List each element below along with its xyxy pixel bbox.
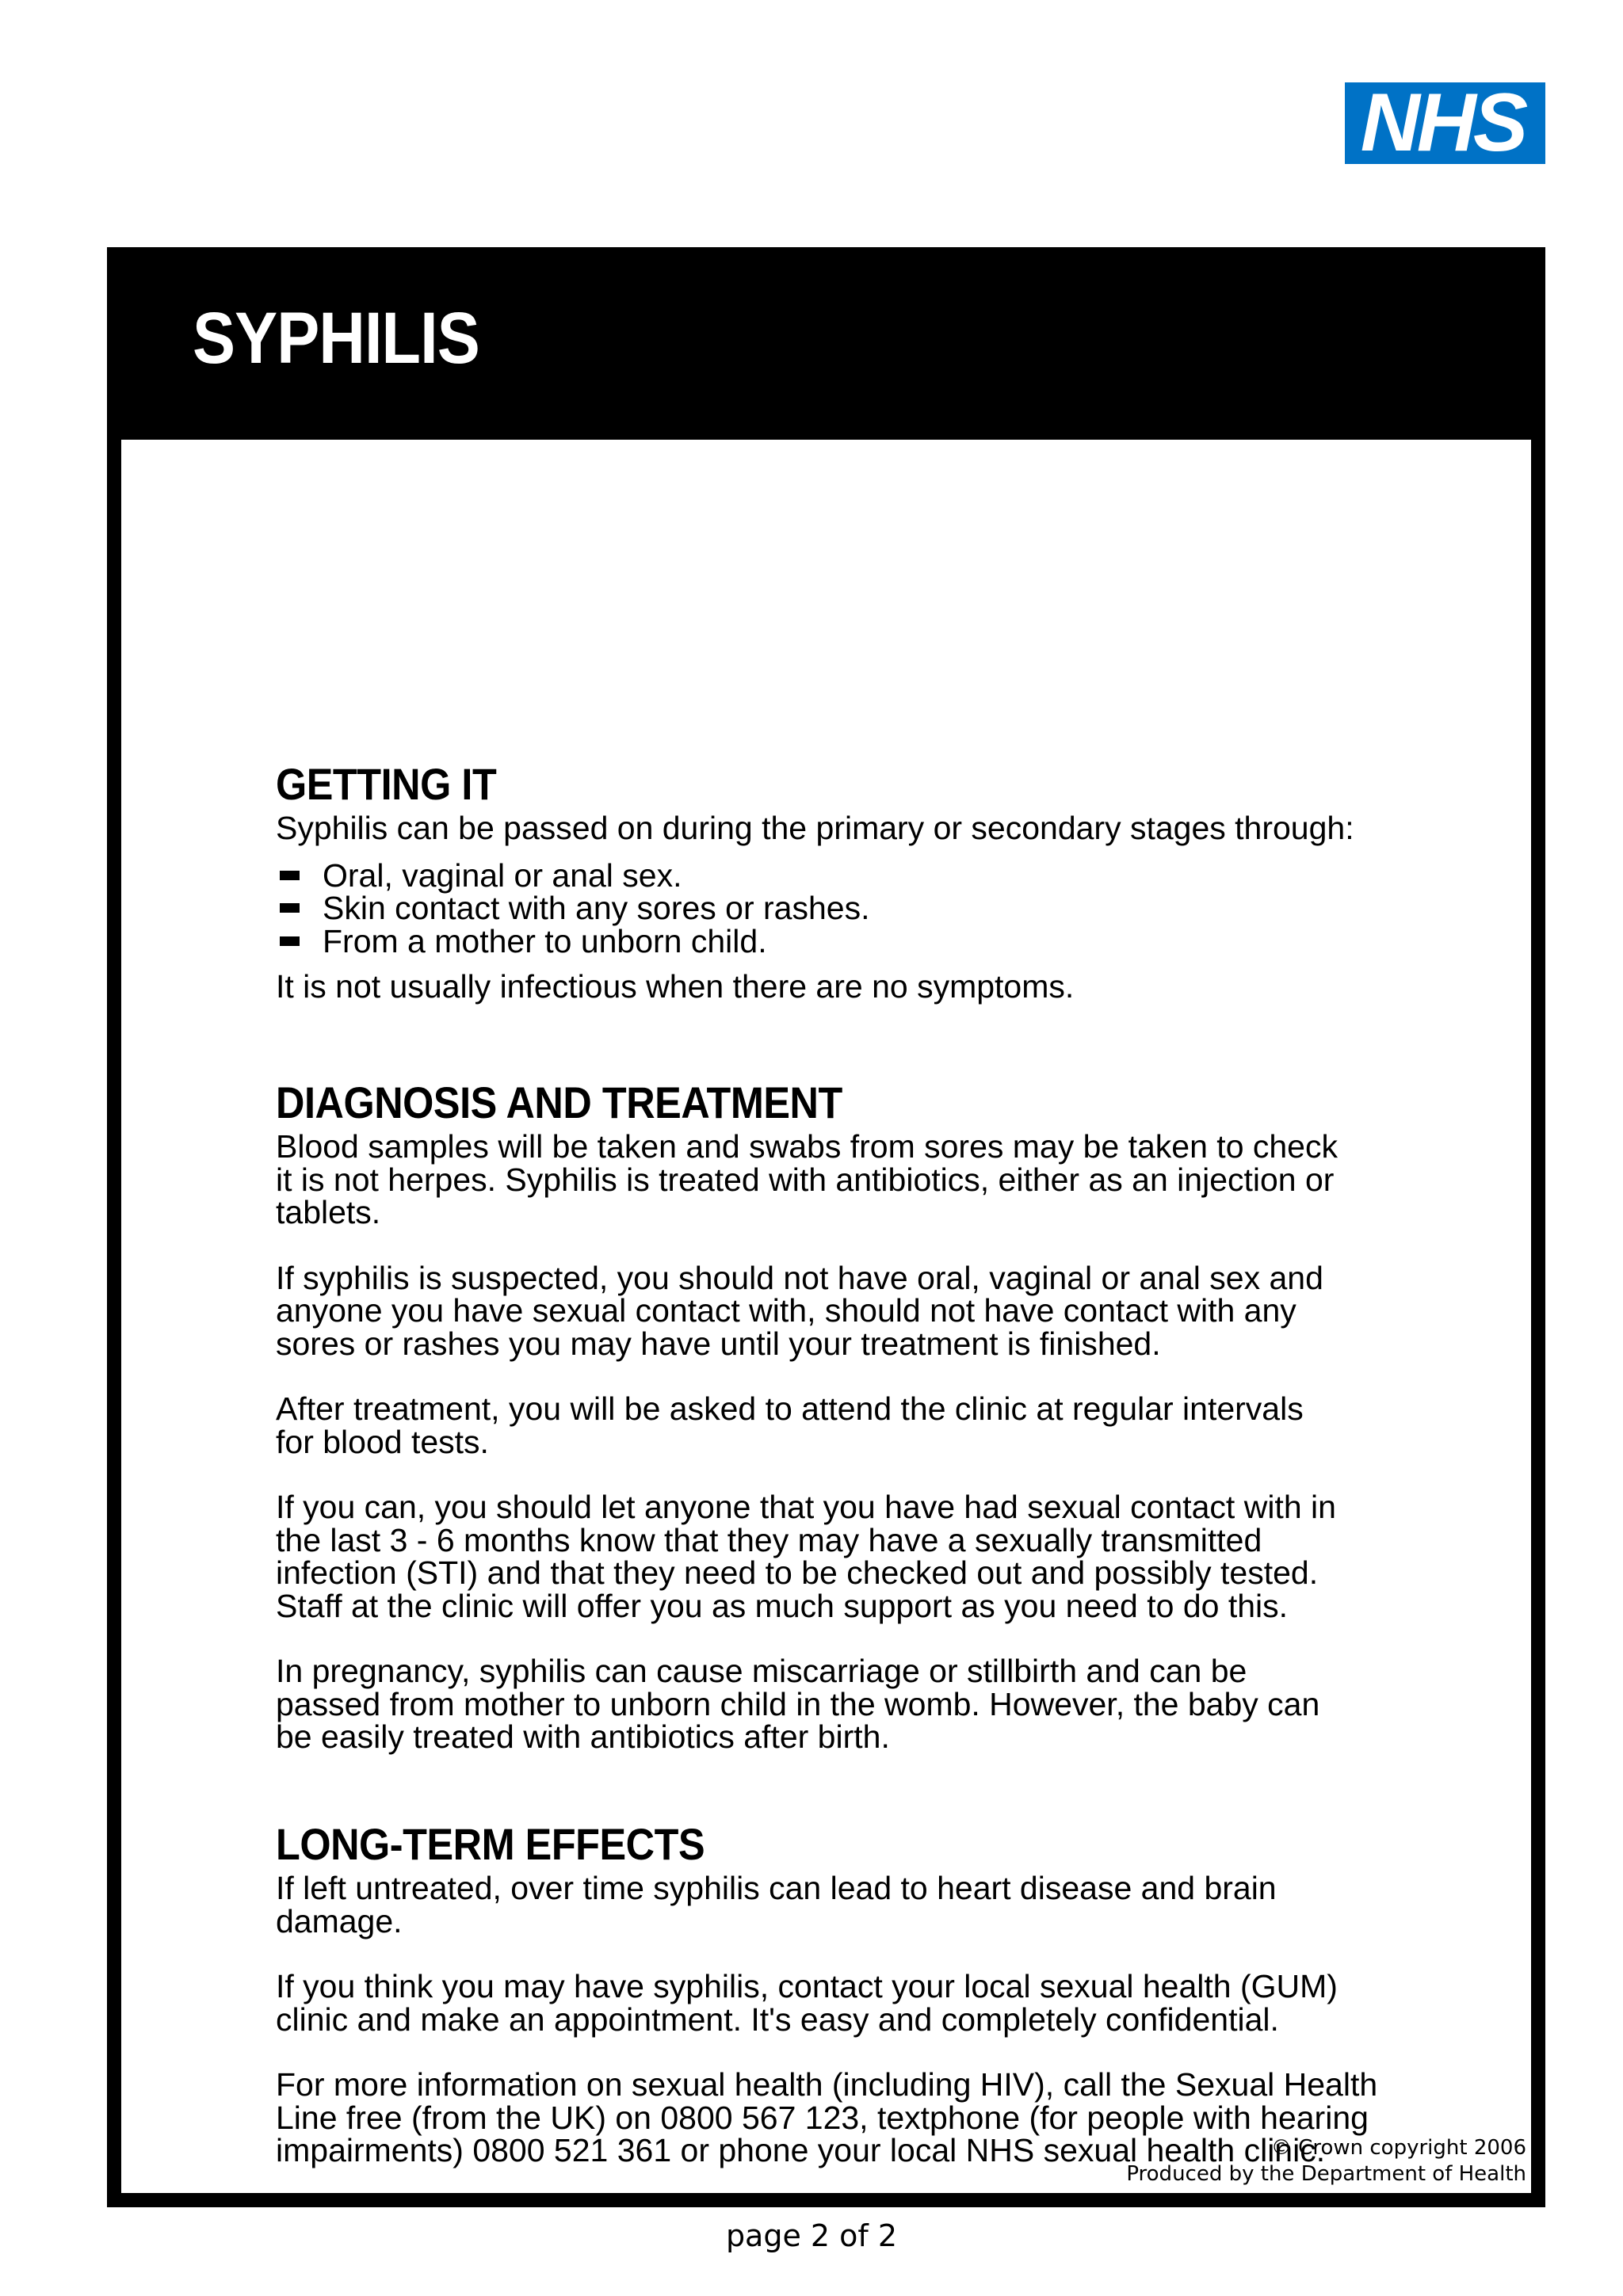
paragraph: If you think you may have syphilis, contact your local sexual health (GUM) clinic and make an appointment. It's easy and completely confidential. bbox=[276, 1968, 1338, 2038]
list-item bbox=[276, 922, 1401, 959]
section-heading: DIAGNOSIS AND TREATMENT bbox=[276, 1077, 842, 1127]
copyright-text: © Crown copyright 2006 bbox=[1270, 2136, 1526, 2160]
paragraph: For more information on sexual health (including HIV), call the Sexual Health Line free (from the UK) on 0800 567 123, textphone (for people with hearing impairments) 0800 521 361 or phone your local NHS sexual health clinic. bbox=[276, 2066, 1378, 2168]
paragraph: Syphilis can be passed on during the primary or secondary stages through: bbox=[276, 810, 1354, 846]
bullet-icon bbox=[280, 936, 300, 946]
footer-credit bbox=[1126, 2135, 1526, 2187]
title-band bbox=[107, 247, 1545, 440]
paragraph: If syphilis is suspected, you should not have oral, vaginal or anal sex and anyone you have sexual contact with, should not have contact with any sores or rashes you may have until your treatment is finished. bbox=[276, 1259, 1323, 1362]
list-item-text: Skin contact with any sores or rashes. bbox=[323, 890, 870, 926]
section-long-term-effects bbox=[276, 1817, 1401, 2168]
list-item-text: From a mother to unborn child. bbox=[323, 922, 767, 959]
section-heading: LONG-TERM EFFECTS bbox=[276, 1819, 705, 1869]
section-diagnosis-treatment bbox=[276, 1075, 1401, 1754]
section-heading: GETTING IT bbox=[276, 759, 497, 809]
list-item bbox=[276, 892, 1401, 925]
producer-text: Produced by the Department of Health bbox=[1126, 2162, 1526, 2186]
paragraph: If you can, you should let anyone that you have had sexual contact with in the last 3 - 6 months know that they may have a sexually transmitted infection (STI) and that they need to be checked out and possibly tested. Staff at the clinic will offer you as much support as you need to do this. bbox=[276, 1489, 1336, 1624]
paragraph: If left untreated, over time syphilis can lead to heart disease and brain damage. bbox=[276, 1870, 1277, 1939]
paragraph: Blood samples will be taken and swabs from sores may be taken to check it is not herpes. Syphilis is treated with antibiotics, either as an injection or tablets. bbox=[276, 1128, 1338, 1230]
document-frame bbox=[107, 247, 1545, 2207]
page-number: page 2 of 2 bbox=[725, 2218, 898, 2253]
document-title: SYPHILIS bbox=[193, 298, 479, 379]
paragraph: It is not usually infectious when there are no symptoms. bbox=[276, 968, 1075, 1005]
bullet-icon bbox=[280, 903, 300, 913]
bullet-list bbox=[276, 856, 1401, 959]
nhs-logo: NHS bbox=[1345, 82, 1545, 164]
content-panel bbox=[121, 440, 1531, 2193]
paragraph: In pregnancy, syphilis can cause miscarriage or stillbirth and can be passed from mother to unborn child in the womb. However, the baby can be easily treated with antibiotics after birth. bbox=[276, 1653, 1320, 1755]
paragraph: After treatment, you will be asked to attend the clinic at regular intervals for blood tests. bbox=[276, 1390, 1304, 1460]
list-item bbox=[276, 856, 1401, 894]
section-getting-it bbox=[276, 757, 1401, 1004]
list-item-text: Oral, vaginal or anal sex. bbox=[323, 856, 682, 894]
bullet-icon bbox=[280, 871, 300, 880]
